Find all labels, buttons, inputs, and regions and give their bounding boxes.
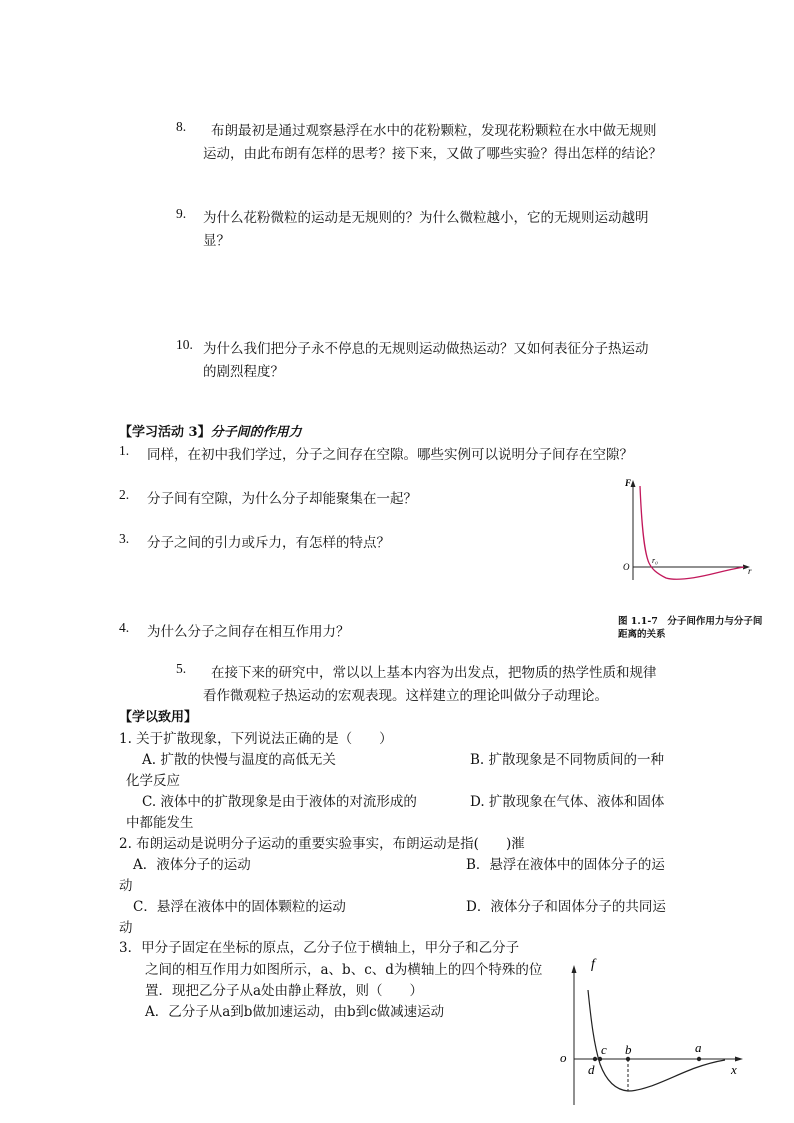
figure2-point-b <box>626 1057 630 1061</box>
apply-q1-option-b: B. 扩散现象是不同物质间的一种 <box>470 752 665 768</box>
apply-q1-option-c: C. 液体中的扩散现象是由于液体的对流形成的 <box>142 794 417 810</box>
figure2-force-graph <box>555 950 750 1110</box>
a2-text: 分子间有空隙，为什么分子却能聚集在一起？ <box>147 491 417 507</box>
apply-q2-option-c: C．悬浮在液体中的固体颗粒的运动 <box>133 899 346 915</box>
apply-q2-option-b-cont: 动 <box>119 878 133 894</box>
q10-line2: 的剧烈程度？ <box>203 364 284 380</box>
figure2-point-c <box>598 1057 602 1061</box>
figure2-label-d: d <box>588 1062 595 1077</box>
q10-number: 10. <box>176 337 193 352</box>
apply-q3-line2: 之间的相互作用力如图所示，a、b、c、d为横轴上的四个特殊的位 <box>145 962 543 978</box>
apply-q2-option-a: A．液体分子的运动 <box>133 857 251 873</box>
q9-line2: 显？ <box>203 233 230 249</box>
a5-line2: 看作微观粒子热运动的宏观表现。这样建立的理论叫做分子动理论。 <box>203 688 608 704</box>
a5-line1: 在接下来的研究中，常以以上基本内容为出发点，把物质的热学性质和规律 <box>211 665 657 681</box>
apply-q3-line1: 3．甲分子固定在坐标的原点，乙分子位于横轴上，甲分子和乙分子 <box>119 940 520 956</box>
q8-line1: 布朗最初是通过观察悬浮在水中的花粉颗粒，发现花粉颗粒在水中做无规则 <box>211 123 657 139</box>
figure2-label-b: b <box>625 1042 632 1057</box>
q8-line2: 运动，由此布朗有怎样的思考？接下来，又做了哪些实验？得出怎样的结论？ <box>203 146 662 162</box>
apply-q3-line3: 置．现把乙分子从a处由静止释放，则（ ） <box>145 983 424 999</box>
figure1-y-arrow <box>631 480 636 487</box>
figure2-x-label: x <box>731 1062 737 1077</box>
figure2-force-curve <box>588 990 725 1091</box>
a5-number: 5. <box>176 661 187 676</box>
a3-number: 3. <box>119 531 130 546</box>
apply-q2-stem <box>119 832 525 852</box>
figure1-caption-line1: 图 1.1-7 分子间作用力与分子间 <box>618 616 763 627</box>
apply-q1-option-a: A. 扩散的快慢与温度的高低无关 <box>142 752 336 768</box>
apply-q2-stem-tail: 漼 <box>511 836 525 852</box>
a4-text: 为什么分子之间存在相互作用力？ <box>147 624 350 640</box>
a1-number: 1. <box>119 443 130 458</box>
apply-q2-option-d: D．液体分子和固体分子的共同运 <box>466 899 666 915</box>
figure2-x-arrow <box>735 1057 743 1062</box>
a1-text: 同样，在初中我们学过，分子之间存在空隙。哪些实例可以说明分子间存在空隙？ <box>147 447 633 463</box>
figure1-y-label: F <box>625 478 632 488</box>
figure2-label-c: c <box>601 1042 607 1057</box>
apply-q2-option-b: B．悬浮在液体中的固体分子的运 <box>466 857 665 873</box>
q9-number: 9. <box>176 206 187 221</box>
activity3-heading <box>119 421 302 440</box>
figure2-point-d <box>593 1057 597 1061</box>
apply-q2-option-d-cont: 动 <box>119 920 133 936</box>
activity3-heading-bracket: 【学习活动 3】 <box>119 425 211 440</box>
a4-number: 4. <box>119 620 130 635</box>
apply-q1-option-b-cont: 化学反应 <box>126 773 180 789</box>
figure1-force-graph <box>618 474 758 586</box>
figure2-y-label: f <box>591 957 595 972</box>
figure1-r0-label: r₀ <box>652 556 658 565</box>
apply-q1-stem: 1. 关于扩散现象，下列说法正确的是（ ） <box>119 731 393 747</box>
apply-q2-stem-text: 2. 布朗运动是说明分子运动的重要实验事实，布朗运动是指( ) <box>119 836 512 852</box>
q10-line1: 为什么我们把分子永不停息的无规则运动做热运动？又如何表征分子热运动 <box>203 341 649 357</box>
apply-heading: 【学以致用】 <box>119 710 198 725</box>
figure1-force-curve <box>640 486 744 579</box>
activity3-heading-title: 分子间的作用力 <box>210 425 302 440</box>
a3-text: 分子之间的引力或斥力，有怎样的特点？ <box>147 535 390 551</box>
figure1-origin-label: O <box>623 562 630 572</box>
figure2-y-arrow <box>572 965 577 973</box>
figure1-caption-line2: 距离的关系 <box>618 629 666 640</box>
apply-q1-option-d: D. 扩散现象在气体、液体和固体 <box>470 794 665 810</box>
q8-number: 8. <box>176 119 187 134</box>
figure2-label-a: a <box>695 1040 702 1055</box>
figure2-point-a <box>697 1057 701 1061</box>
apply-q3-option-a: A．乙分子从a到b做加速运动，由b到c做减速运动 <box>145 1004 445 1020</box>
q9-line1: 为什么花粉微粒的运动是无规则的？为什么微粒越小，它的无规则运动越明 <box>203 210 649 226</box>
apply-q1-option-d-cont: 中都能发生 <box>126 815 194 831</box>
figure1-x-label: r <box>748 566 752 576</box>
figure2-origin-label: o <box>560 1050 567 1065</box>
a2-number: 2. <box>119 487 130 502</box>
